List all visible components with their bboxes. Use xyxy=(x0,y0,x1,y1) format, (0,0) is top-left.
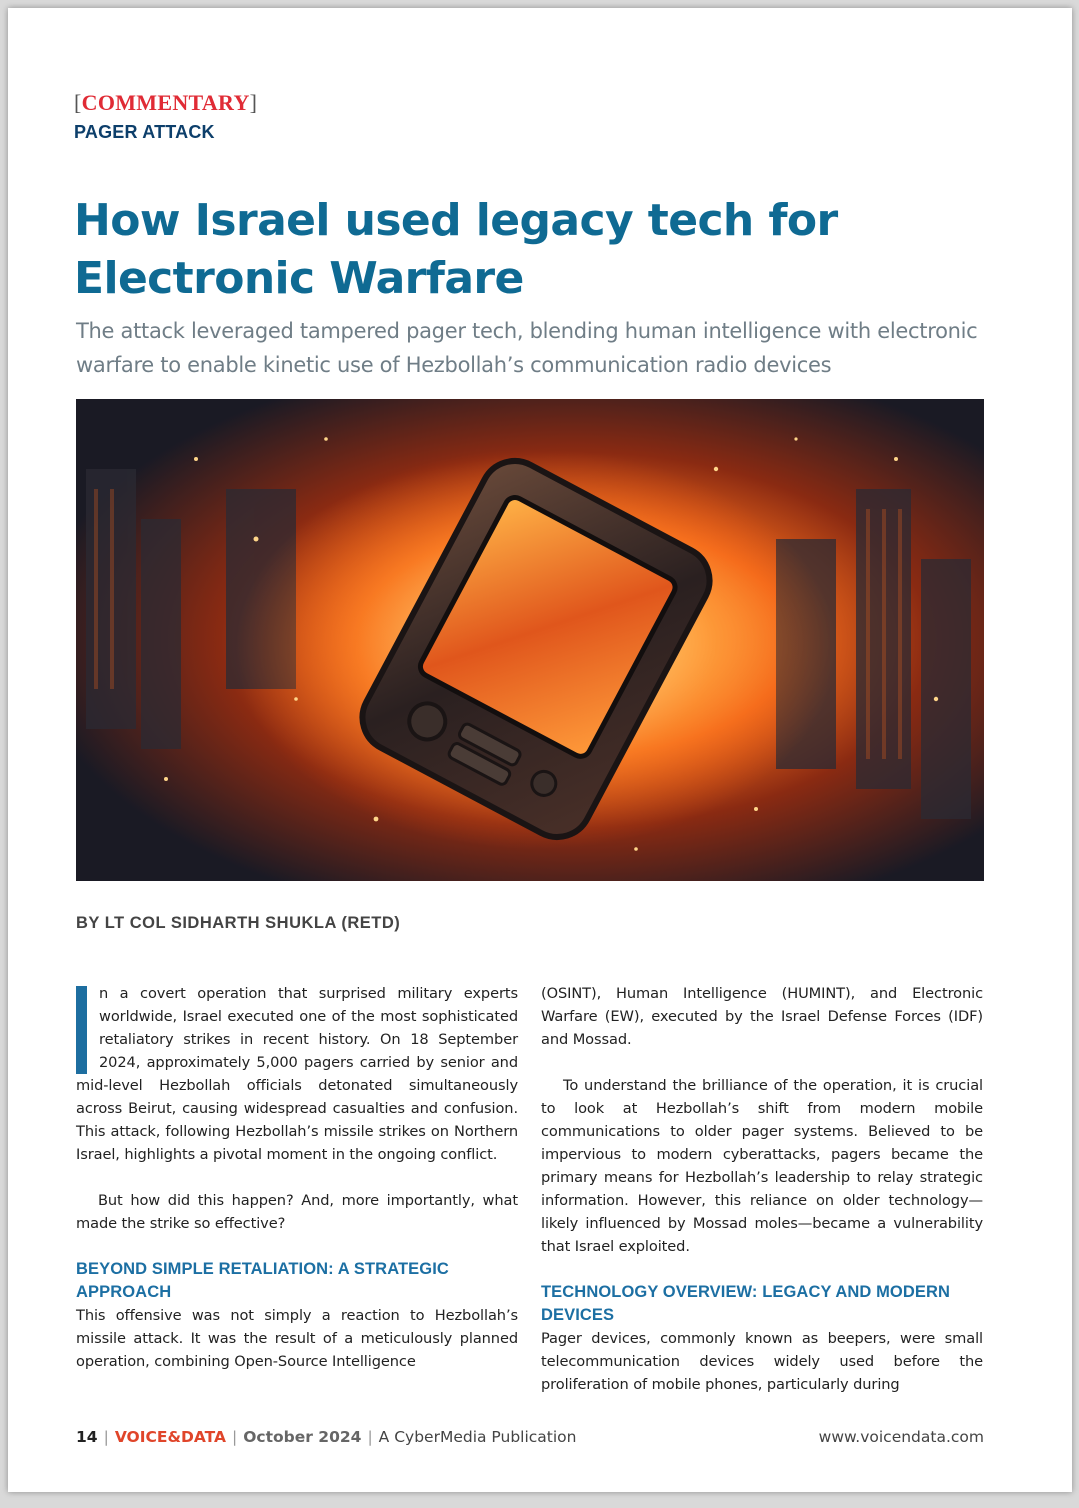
kicker-label xyxy=(74,90,257,116)
website-url: www.voicendata.com xyxy=(818,1428,984,1446)
column-left xyxy=(76,982,518,1373)
article-headline: How Israel used legacy tech for Electronic Warfare xyxy=(74,195,838,304)
publisher: A CyberMedia Publication xyxy=(378,1428,577,1446)
issue-date: October 2024 xyxy=(243,1428,362,1446)
subhead-technology-overview: TECHNOLOGY OVERVIEW: LEGACY AND MODERN DEVICES xyxy=(541,1283,951,1324)
section-label: PAGER ATTACK xyxy=(74,122,215,142)
footer-separator: | xyxy=(367,1428,373,1446)
magazine-name: VOICE&DATA xyxy=(114,1428,226,1446)
article-deck: The attack leveraged tampered pager tech, blending human intelligence with electronic warfare to enable kinetic use of Hezbollah’s communication radio devices xyxy=(76,319,978,377)
article-byline: BY LT COL SIDHARTH SHUKLA (RETD) xyxy=(76,914,401,932)
paragraph: To understand the brilliance of the operation, it is crucial to look at Hezbollah’s shift from modern mobile communications to older pager systems. Believed to be impervious to modern cyberattacks, pagers became the primary means for Hezbollah’s leadership to relay strategic information. However, this reliance on older technology—likely influenced by Mossad moles—became a vulnerability that Israel exploited. xyxy=(541,1077,983,1255)
column-right xyxy=(541,982,983,1396)
subhead-strategic-approach: BEYOND SIMPLE RETALIATION: A STRATEGIC APPROACH xyxy=(76,1260,449,1301)
paragraph: But how did this happen? And, more importantly, what made the strike so effective? xyxy=(76,1192,518,1232)
drop-cap xyxy=(76,986,87,1074)
paragraph: Pager devices, commonly known as beepers, were small telecommunication devices widely used before the proliferation of mobile phones, particularly during xyxy=(541,1330,983,1393)
paragraph-intro xyxy=(76,982,518,1166)
page-footer xyxy=(76,1428,984,1452)
hero-image xyxy=(76,399,984,881)
page-number: 14 xyxy=(76,1428,98,1446)
kicker-bracket-open: [ xyxy=(74,90,82,115)
kicker-text: COMMENTARY xyxy=(81,90,250,115)
paragraph-intro-text: n a covert operation that surprised military experts worldwide, Israel executed one of the most sophisticated retaliatory strikes in recent history. On 18 September 2024, approximately 5,000 pagers carried by senior and mid-level Hezbollah officials detonated simultaneously across Beirut, causing widespread casualties and confusion. This attack, following Hezbollah’s missile strikes on Northern Israel, highlights a pivotal moment in the ongoing conflict. xyxy=(76,985,518,1163)
paragraph: (OSINT), Human Intelligence (HUMINT), and Electronic Warfare (EW), executed by the Israel Defense Forces (IDF) and Mossad. xyxy=(541,985,983,1048)
kicker-bracket-close: ] xyxy=(249,90,258,115)
exploding-pager-illustration xyxy=(76,399,984,881)
footer-separator: | xyxy=(103,1428,109,1446)
footer-separator: | xyxy=(231,1428,238,1446)
magazine-page xyxy=(8,8,1072,1492)
paragraph: This offensive was not simply a reaction to Hezbollah’s missile attack. It was the result of a meticulously planned operation, combining Open-Source Intelligence xyxy=(76,1307,518,1370)
